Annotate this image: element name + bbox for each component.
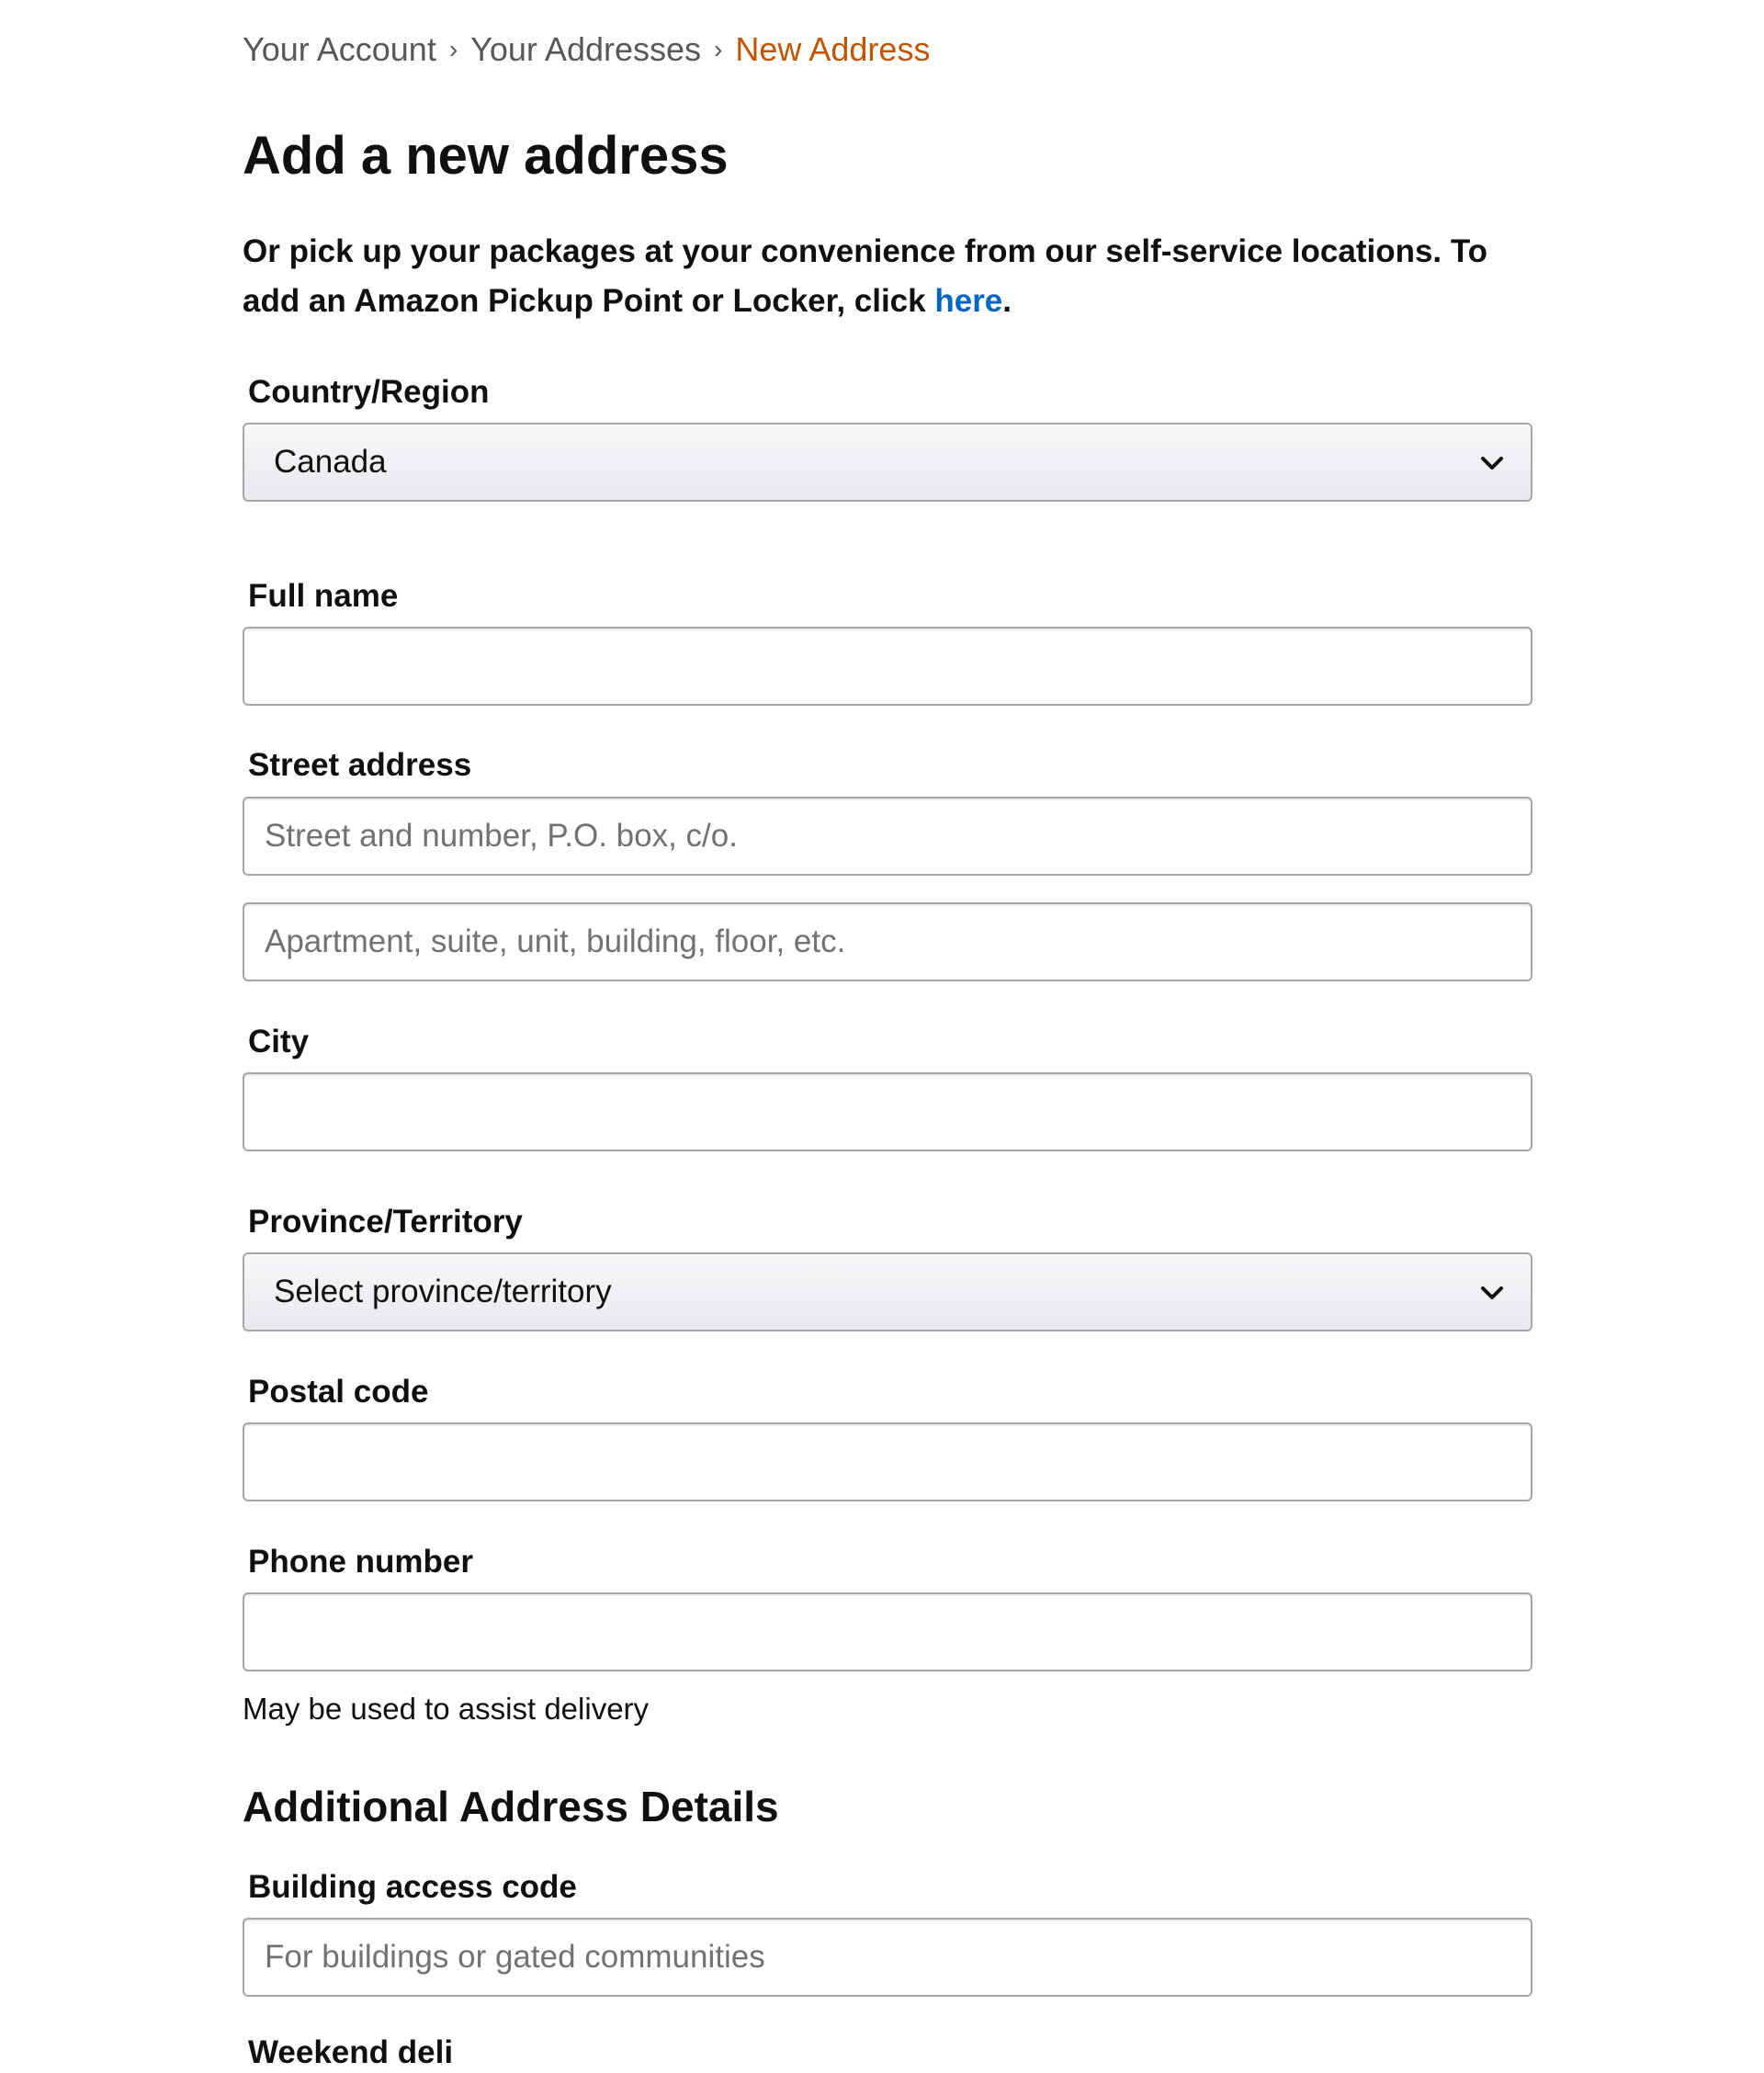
- weekend-delivery-label: Weekend deli: [248, 2034, 454, 2070]
- pickup-intro-suffix: .: [1002, 283, 1012, 319]
- chevron-down-icon: [1477, 448, 1507, 478]
- pickup-locations-link[interactable]: here: [934, 283, 1003, 319]
- breadcrumb-new-address: New Address: [735, 30, 931, 68]
- breadcrumb-your-addresses[interactable]: Your Addresses: [470, 30, 702, 68]
- full-name-label: Full name: [248, 578, 399, 614]
- phone-number-field-wrapper: [243, 1592, 1532, 1671]
- building-access-label: Building access code: [248, 1869, 577, 1905]
- postal-code-input[interactable]: [244, 1424, 1531, 1500]
- full-name-field-wrapper: [243, 627, 1532, 706]
- street-line2-field-wrapper: [243, 902, 1532, 981]
- breadcrumb: [243, 28, 930, 74]
- country-label: Country/Region: [248, 374, 490, 410]
- breadcrumb-your-account[interactable]: Your Account: [243, 30, 436, 68]
- building-access-input[interactable]: [244, 1920, 1531, 1995]
- street-line1-input[interactable]: [244, 799, 1531, 874]
- phone-helper-text: May be used to assist delivery: [243, 1692, 650, 1726]
- street-line1-field-wrapper: [243, 797, 1532, 876]
- building-access-field-wrapper: [243, 1918, 1532, 1997]
- breadcrumb-separator: ›: [448, 35, 458, 63]
- street-address-label: Street address: [248, 747, 472, 783]
- breadcrumb-separator: ›: [714, 35, 723, 63]
- country-selected-value: Canada: [274, 444, 387, 480]
- full-name-input[interactable]: [244, 629, 1531, 704]
- city-field-wrapper: [243, 1072, 1532, 1151]
- chevron-down-icon: [1477, 1278, 1507, 1308]
- province-select[interactable]: [243, 1252, 1532, 1331]
- phone-number-input[interactable]: [244, 1594, 1531, 1670]
- phone-number-label: Phone number: [248, 1544, 474, 1580]
- postal-code-field-wrapper: [243, 1422, 1532, 1501]
- city-input[interactable]: [244, 1074, 1531, 1150]
- additional-details-title: Additional Address Details: [243, 1783, 779, 1830]
- country-select[interactable]: [243, 423, 1532, 502]
- postal-code-label: Postal code: [248, 1374, 429, 1410]
- pickup-intro-text: [243, 227, 1532, 326]
- province-label: Province/Territory: [248, 1204, 523, 1240]
- street-line2-input[interactable]: [244, 904, 1531, 980]
- province-selected-value: Select province/territory: [274, 1274, 612, 1309]
- pickup-intro-body: Or pick up your packages at your convenience from our self-service locations. To add an Amazon Pickup Point or Locker, click: [243, 233, 1488, 319]
- city-label: City: [248, 1024, 310, 1059]
- page-title: Add a new address: [243, 126, 729, 186]
